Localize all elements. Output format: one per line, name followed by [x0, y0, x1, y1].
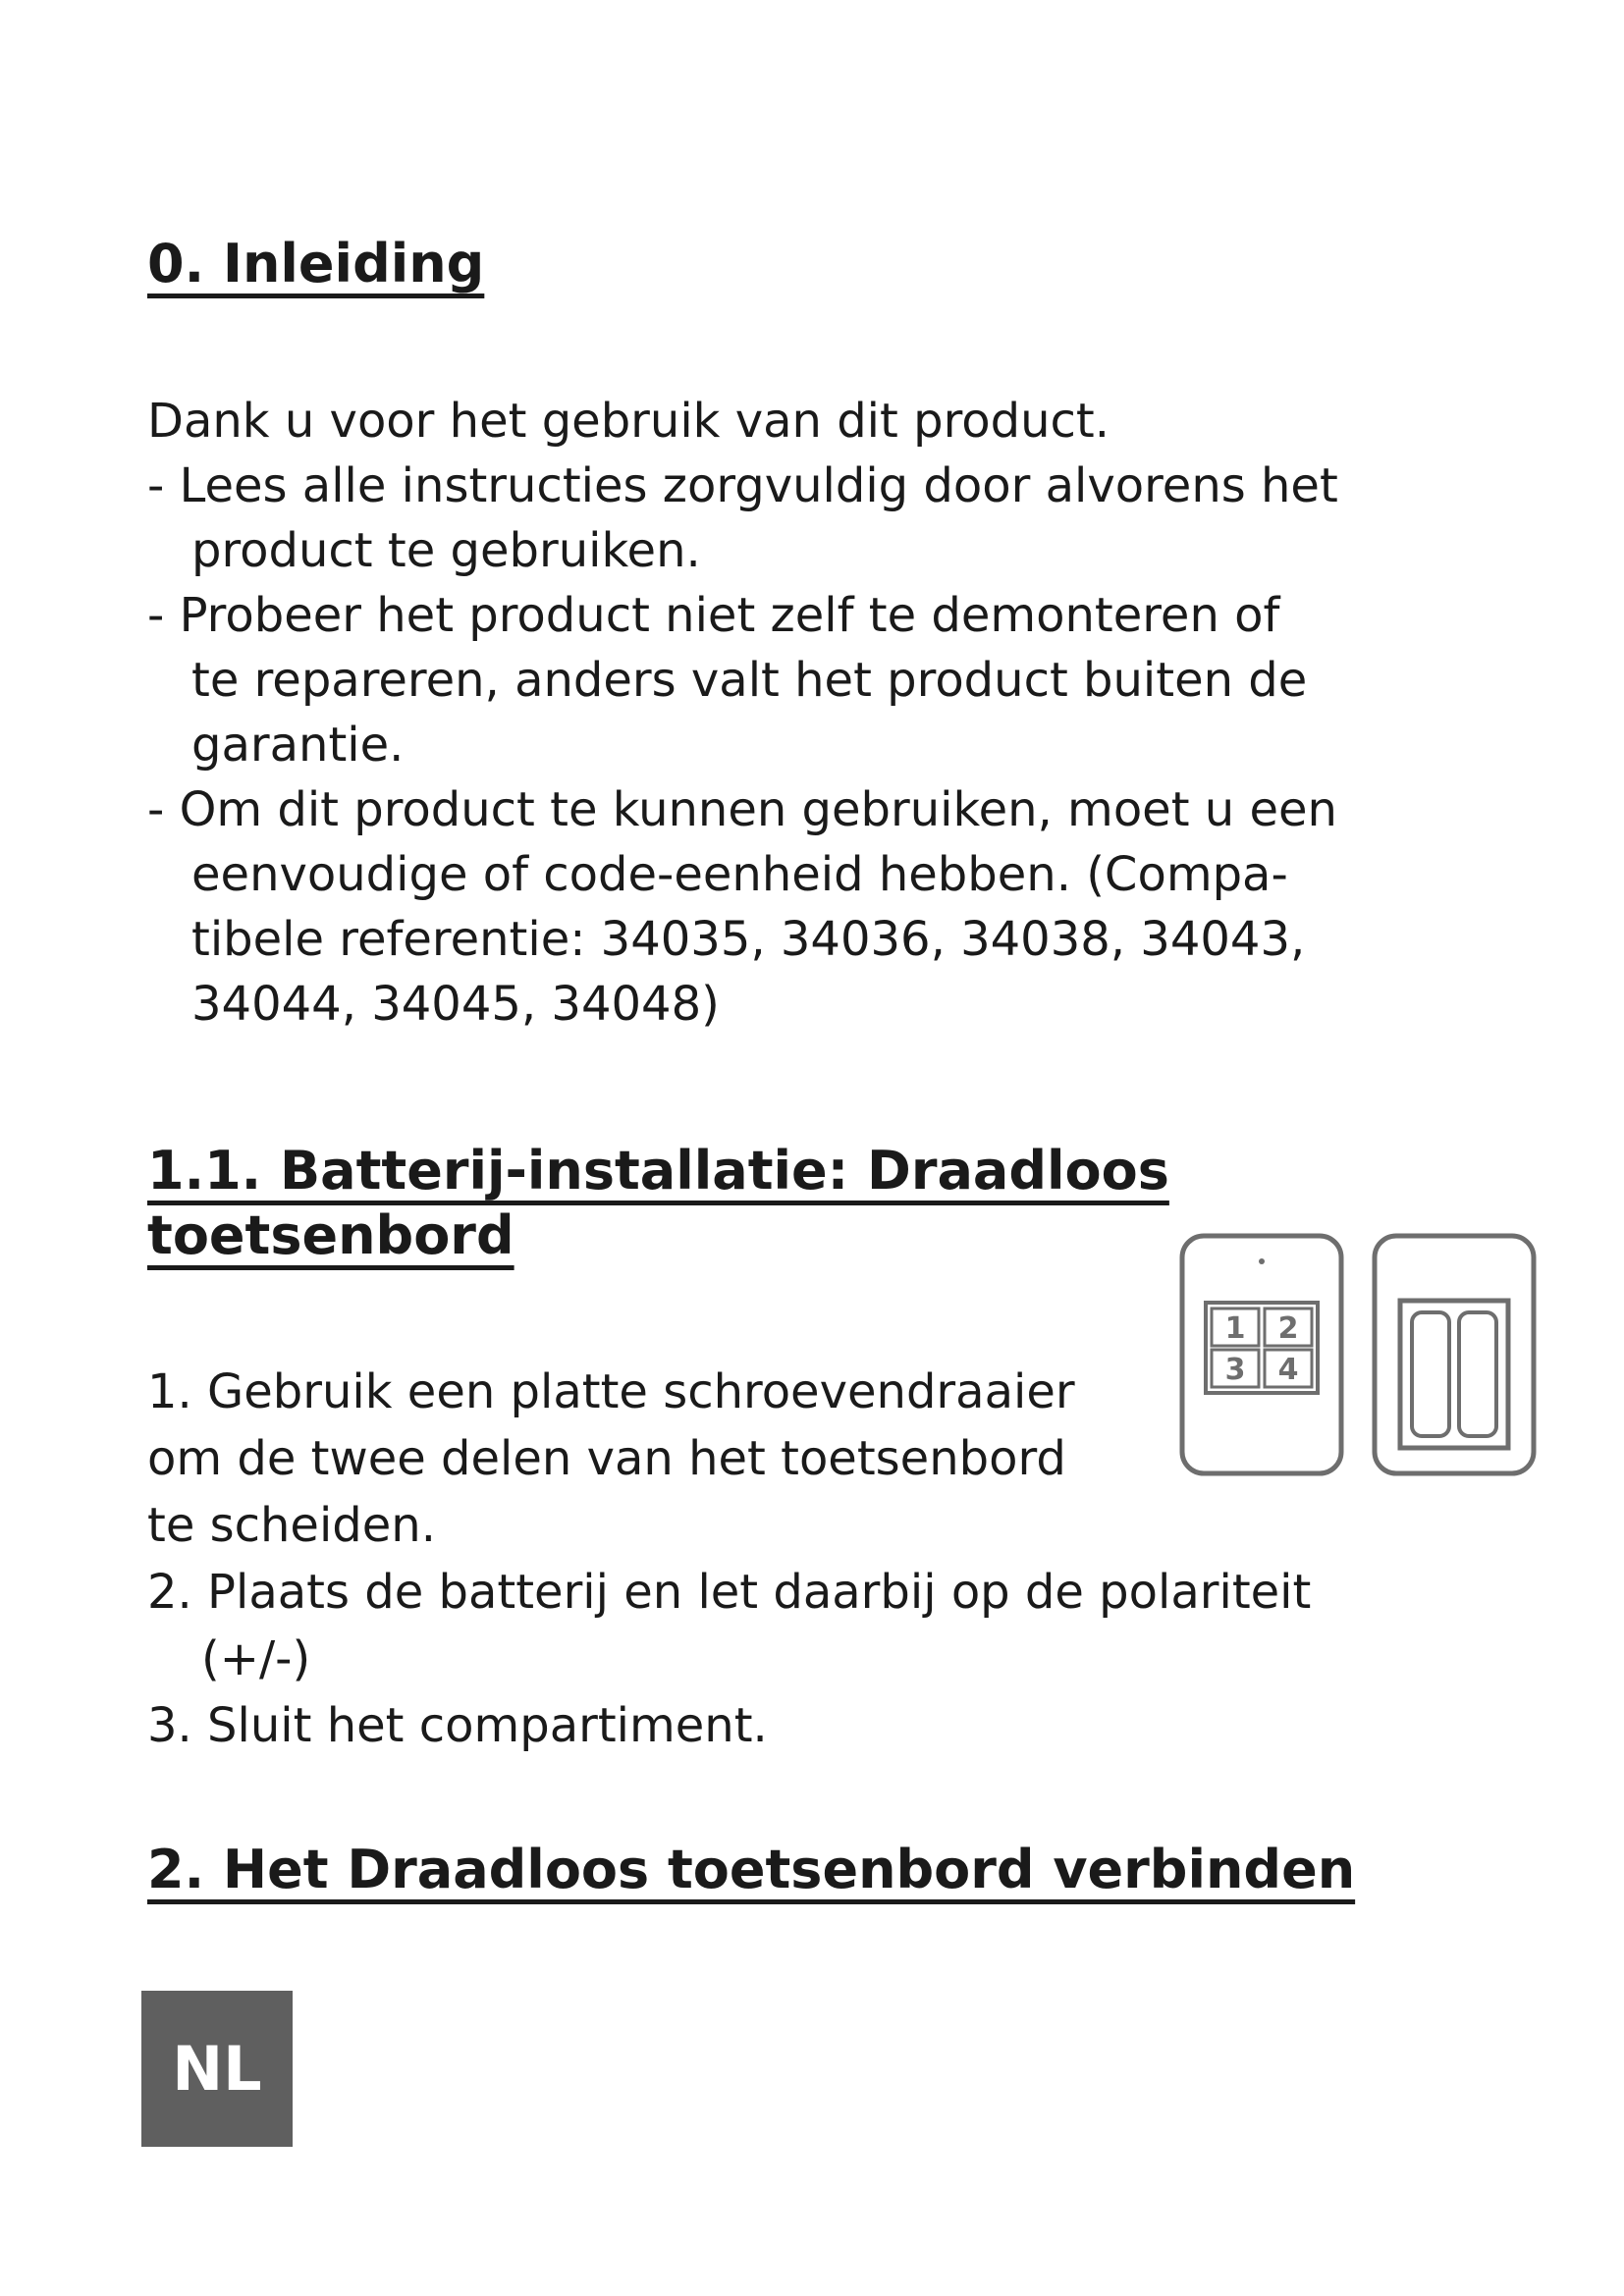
intro-line: Dank u voor het gebruik van dit product.	[147, 394, 1110, 449]
step-line: (+/-)	[201, 1631, 311, 1686]
keypad-key-label: 2	[1277, 1311, 1299, 1346]
intro-line: - Probeer het product niet zelf te demonteren of	[147, 588, 1280, 643]
intro-line: - Lees alle instructies zorgvuldig door alvorens het	[147, 458, 1338, 513]
intro-line: tibele referentie: 34035, 34036, 34038, 34043,	[191, 912, 1306, 967]
keypad-key-label: 4	[1277, 1353, 1299, 1387]
intro-line: 34044, 34045, 34048)	[191, 977, 720, 1032]
battery-steps	[147, 1359, 1311, 1759]
section-1-heading-line: 1.1. Batterij-installatie: Draadloos	[147, 1140, 1169, 1201]
intro-line: - Om dit product te kunnen gebruiken, moet u een	[147, 782, 1337, 837]
keypad-illustration	[1178, 1232, 1542, 1482]
step-line: om de twee delen van het toetsenbord	[147, 1431, 1066, 1486]
battery-compartment-icon	[1375, 1236, 1534, 1473]
section-1-heading	[147, 1139, 1169, 1268]
intro-line: garantie.	[191, 718, 405, 773]
language-badge	[141, 1991, 293, 2147]
section-0-heading-text: 0. Inleiding	[147, 233, 485, 294]
intro-text-block	[147, 389, 1338, 1037]
intro-line: te repareren, anders valt het product buiten de	[191, 653, 1308, 708]
intro-line: product te gebruiken.	[191, 523, 701, 578]
step-line: te scheiden.	[147, 1498, 436, 1553]
intro-line: eenvoudige of code-eenheid hebben. (Compa-	[191, 847, 1288, 902]
section-2-heading-text: 2. Het Draadloos toetsenbord verbinden	[147, 1839, 1356, 1900]
keypad-key-label: 3	[1224, 1353, 1246, 1387]
section-2-heading	[147, 1838, 1355, 1902]
step-line: 1. Gebruik een platte schroevendraaier	[147, 1364, 1075, 1419]
section-0-heading	[147, 232, 484, 296]
language-badge-label: NL	[172, 2033, 262, 2105]
keypad-key-label: 1	[1224, 1311, 1246, 1346]
step-line: 2. Plaats de batterij en let daarbij op de polariteit	[147, 1565, 1312, 1620]
step-line: 3. Sluit het compartiment.	[147, 1698, 768, 1753]
keypad-front-icon	[1182, 1236, 1341, 1473]
section-1-heading-line: toetsenbord	[147, 1204, 514, 1266]
